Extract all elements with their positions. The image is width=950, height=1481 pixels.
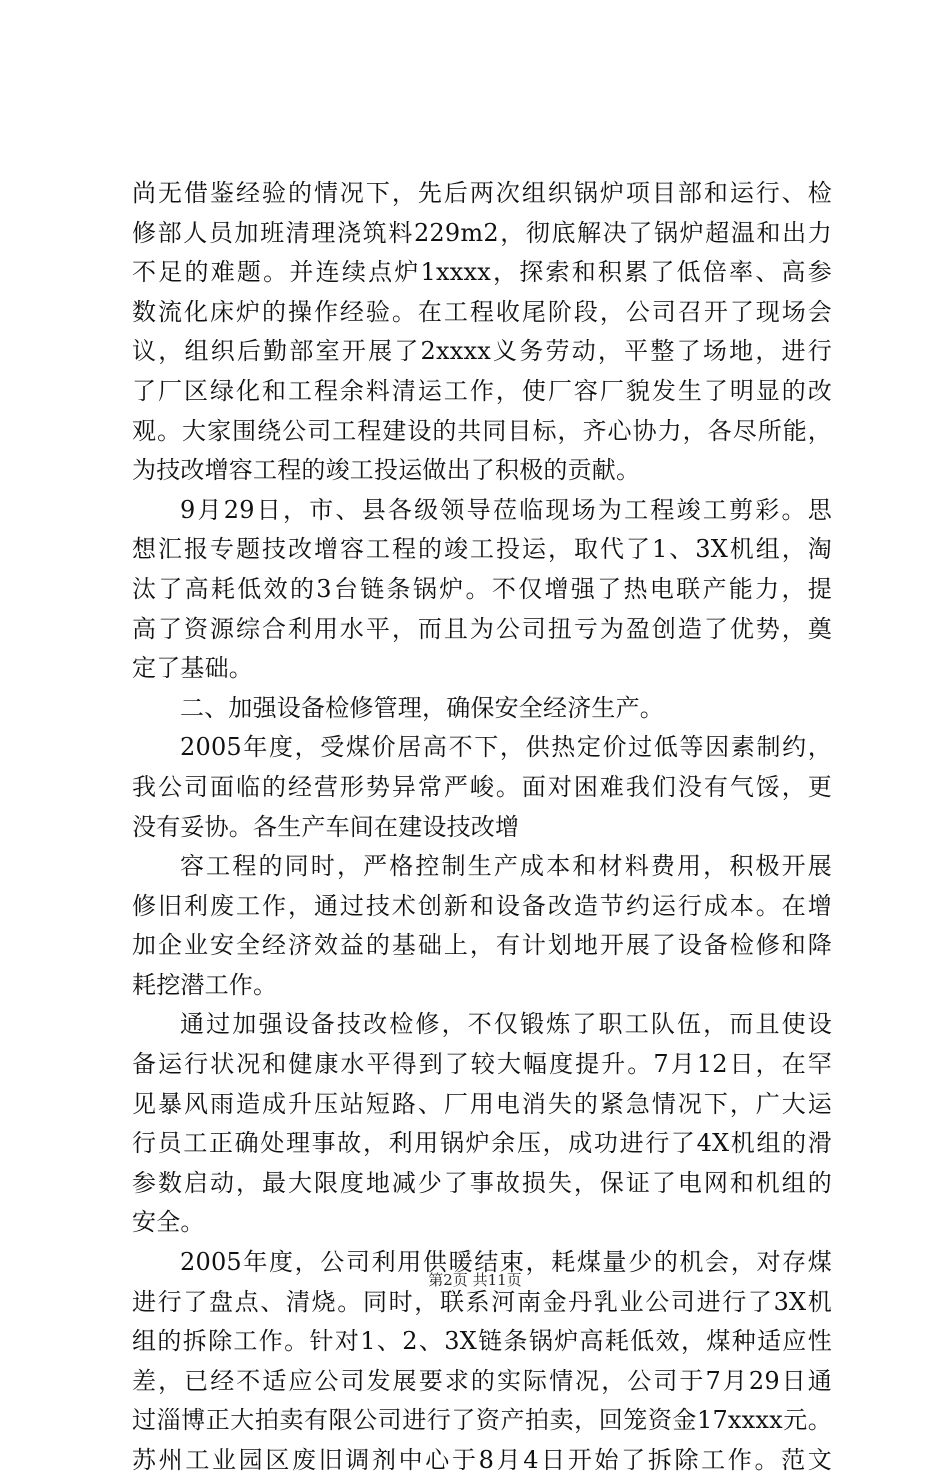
- text-line: 参数启动，最大限度地减少了事故损失，保证了电网和机组的: [132, 1168, 832, 1197]
- text-line: 行员工正确处理事故，利用锅炉余压，成功进行了4X机组的滑: [132, 1129, 832, 1158]
- text-line: 见暴风雨造成升压站短路、厂用电消失的紧急情况下，广大运: [132, 1089, 832, 1118]
- text-line: 不足的难题。并连续点炉1xxxx，探索和积累了低倍率、高参: [132, 258, 832, 287]
- text-line: 观。大家围绕公司工程建设的共同目标，齐心协力，各尽所能，: [132, 416, 832, 445]
- text-line: 二、加强设备检修管理，确保安全经济生产。: [180, 693, 664, 722]
- text-line: 进行了盘点、清烧。同时，联系河南金丹乳业公司进行了3X机: [132, 1287, 832, 1316]
- text-line: 组的拆除工作。针对1、2、3X链条锅炉高耗低效，煤种适应性: [132, 1327, 832, 1356]
- page-footer: 第2页 共11页: [428, 1271, 522, 1289]
- text-line: 过淄博正大拍卖有限公司进行了资产拍卖，回笼资金17xxxx元。: [132, 1406, 832, 1435]
- text-line: 2005年度，受煤价居高不下，供热定价过低等因素制约，: [180, 733, 832, 762]
- text-line: 了厂区绿化和工程余料清运工作，使厂容厂貌发生了明显的改: [132, 376, 832, 405]
- text-line: 我公司面临的经营形势异常严峻。面对困难我们没有气馁，更: [132, 772, 832, 801]
- text-line: 修部人员加班清理浇筑料229m2，彻底解决了锅炉超温和出力: [132, 218, 832, 247]
- text-line: 耗挖潜工作。: [132, 970, 278, 999]
- text-line: 没有妥协。各生产车间在建设技改增: [132, 812, 520, 841]
- text-line: 加企业安全经济效益的基础上，有计划地开展了设备检修和降: [132, 931, 832, 960]
- text-line: 想汇报专题技改增容工程的竣工投运，取代了1、3X机组，淘: [132, 535, 832, 564]
- text-line: 定了基础。: [132, 654, 253, 683]
- text-line: 高了资源综合利用水平，而且为公司扭亏为盈创造了优势，奠: [132, 614, 832, 643]
- text-line: 苏州工业园区废旧调剂中心于8月4日开始了拆除工作。范文: [132, 1446, 832, 1474]
- text-line: 通过加强设备技改检修，不仅锻炼了职工队伍，而且使设: [180, 1010, 832, 1039]
- text-line: 汰了高耗低效的3台链条锅炉。不仅增强了热电联产能力，提: [132, 574, 832, 603]
- text-line: 修旧利废工作，通过技术创新和设备改造节约运行成本。在增: [132, 891, 832, 920]
- text-line: 尚无借鉴经验的情况下，先后两次组织锅炉项目部和运行、检: [132, 179, 832, 207]
- text-line: 备运行状况和健康水平得到了较大幅度提升。7月12日，在罕: [132, 1050, 832, 1079]
- text-line: 安全。: [132, 1208, 205, 1237]
- text-line: 议，组织后勤部室开展了2xxxx义务劳动，平整了场地，进行: [132, 337, 832, 366]
- text-line: 9月29日，市、县各级领导莅临现场为工程竣工剪彩。思: [180, 495, 832, 524]
- text-line: 2005年度，公司利用供暖结束，耗煤量少的机会，对存煤: [180, 1248, 832, 1277]
- text-line: 容工程的同时，严格控制生产成本和材料费用，积极开展: [180, 852, 832, 881]
- text-line: 差，已经不适应公司发展要求的实际情况，公司于7月29日通: [132, 1366, 832, 1395]
- text-line: 数流化床炉的操作经验。在工程收尾阶段，公司召开了现场会: [132, 297, 832, 326]
- text-line: 为技改增容工程的竣工投运做出了积极的贡献。: [132, 456, 641, 485]
